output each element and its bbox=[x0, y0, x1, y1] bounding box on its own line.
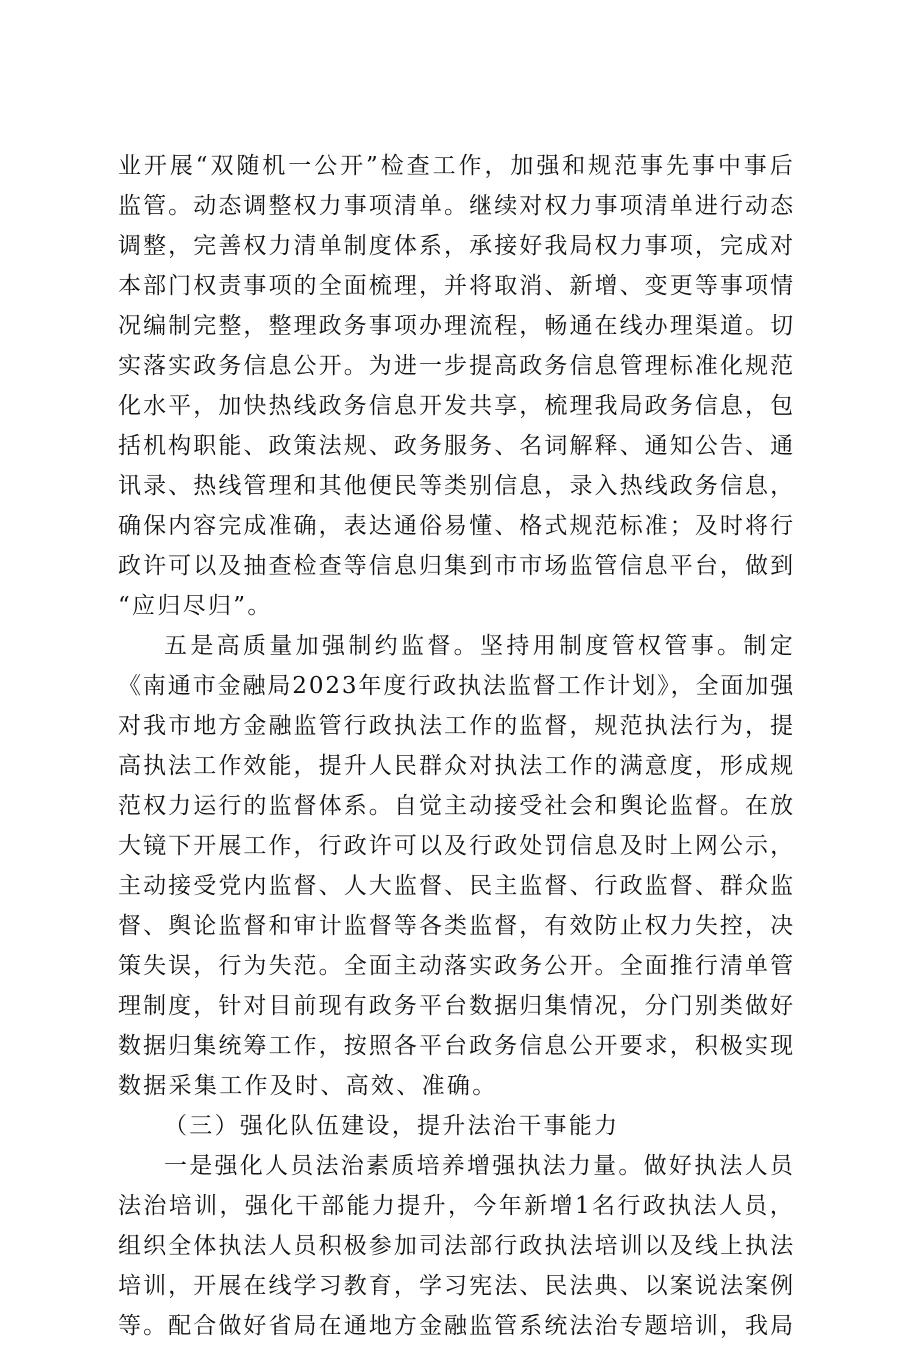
text-line: 政许可以及抽查检查等信息归集到市市场监管信息平台，做到 bbox=[118, 553, 795, 579]
text-line: 讯录、热线管理和其他便民等类别信息，录入热线政务信息， bbox=[118, 473, 795, 499]
text-line: 况编制完整，整理政务事项办理流程，畅通在线办理渠道。切 bbox=[118, 313, 795, 339]
text-line: 化水平，加快热线政务信息开发共享，梳理我局政务信息，包 bbox=[118, 393, 795, 419]
text-line: “应归尽归”。 bbox=[118, 593, 273, 619]
text-line: 数据归集统筹工作，按照各平台政务信息公开要求，积极实现 bbox=[118, 1033, 795, 1059]
text-line: 一是强化人员法治素质培养增强执法力量。做好执法人员 bbox=[164, 1153, 795, 1179]
text-line: 五是高质量加强制约监督。坚持用制度管权管事。制定 bbox=[164, 633, 795, 659]
paragraph-supervision bbox=[118, 626, 795, 1106]
text-line: 高执法工作效能，提升人民群众对执法工作的满意度，形成规 bbox=[118, 753, 795, 779]
paragraph-dual-random-inspection bbox=[118, 146, 795, 626]
text-line: 等。配合做好省局在通地方金融监管系统法治专题培训，我局 bbox=[118, 1313, 795, 1339]
text-line: 范权力运行的监督体系。自觉主动接受社会和舆论监督。在放 bbox=[118, 793, 795, 819]
text-line: 组织全体执法人员积极参加司法部行政执法培训以及线上执法 bbox=[118, 1233, 795, 1259]
section-heading: （三）强化队伍建设，提升法治干事能力 bbox=[164, 1113, 620, 1139]
text-line: 业开展“双随机一公开”检查工作，加强和规范事先事中事后 bbox=[118, 153, 795, 179]
text-line: 主动接受党内监督、人大监督、民主监督、行政监督、群众监 bbox=[118, 873, 795, 899]
document-body bbox=[118, 146, 795, 1346]
text-line: 法治培训，强化干部能力提升，今年新增1名行政执法人员， bbox=[118, 1193, 795, 1219]
text-line: 大镜下开展工作，行政许可以及行政处罚信息及时上网公示， bbox=[118, 833, 795, 859]
text-line: 培训，开展在线学习教育，学习宪法、民法典、以案说法案例 bbox=[118, 1273, 795, 1299]
text-line: 理制度，针对目前现有政务平台数据归集情况，分门别类做好 bbox=[118, 993, 795, 1019]
text-line: 督、舆论监督和审计监督等各类监督，有效防止权力失控，决 bbox=[118, 913, 795, 939]
text-line: 监管。动态调整权力事项清单。继续对权力事项清单进行动态 bbox=[118, 193, 795, 219]
text-line: 括机构职能、政策法规、政务服务、名词解释、通知公告、通 bbox=[118, 433, 795, 459]
text-line: 《南通市金融局2023年度行政执法监督工作计划》，全面加强 bbox=[118, 673, 796, 699]
text-line: 确保内容完成准确，表达通俗易懂、格式规范标准；及时将行 bbox=[118, 513, 795, 539]
text-line: 策失误，行为失范。全面主动落实政务公开。全面推行清单管 bbox=[118, 953, 795, 979]
text-line: 实落实政务信息公开。为进一步提高政务信息管理标准化规范 bbox=[118, 353, 795, 379]
paragraph-training bbox=[118, 1146, 795, 1346]
text-line: 对我市地方金融监管行政执法工作的监督，规范执法行为，提 bbox=[118, 713, 795, 739]
text-line: 调整，完善权力清单制度体系，承接好我局权力事项，完成对 bbox=[118, 233, 795, 259]
text-line: 数据采集工作及时、高效、准确。 bbox=[118, 1073, 498, 1099]
text-line: 本部门权责事项的全面梳理，并将取消、新增、变更等事项情 bbox=[118, 273, 795, 299]
